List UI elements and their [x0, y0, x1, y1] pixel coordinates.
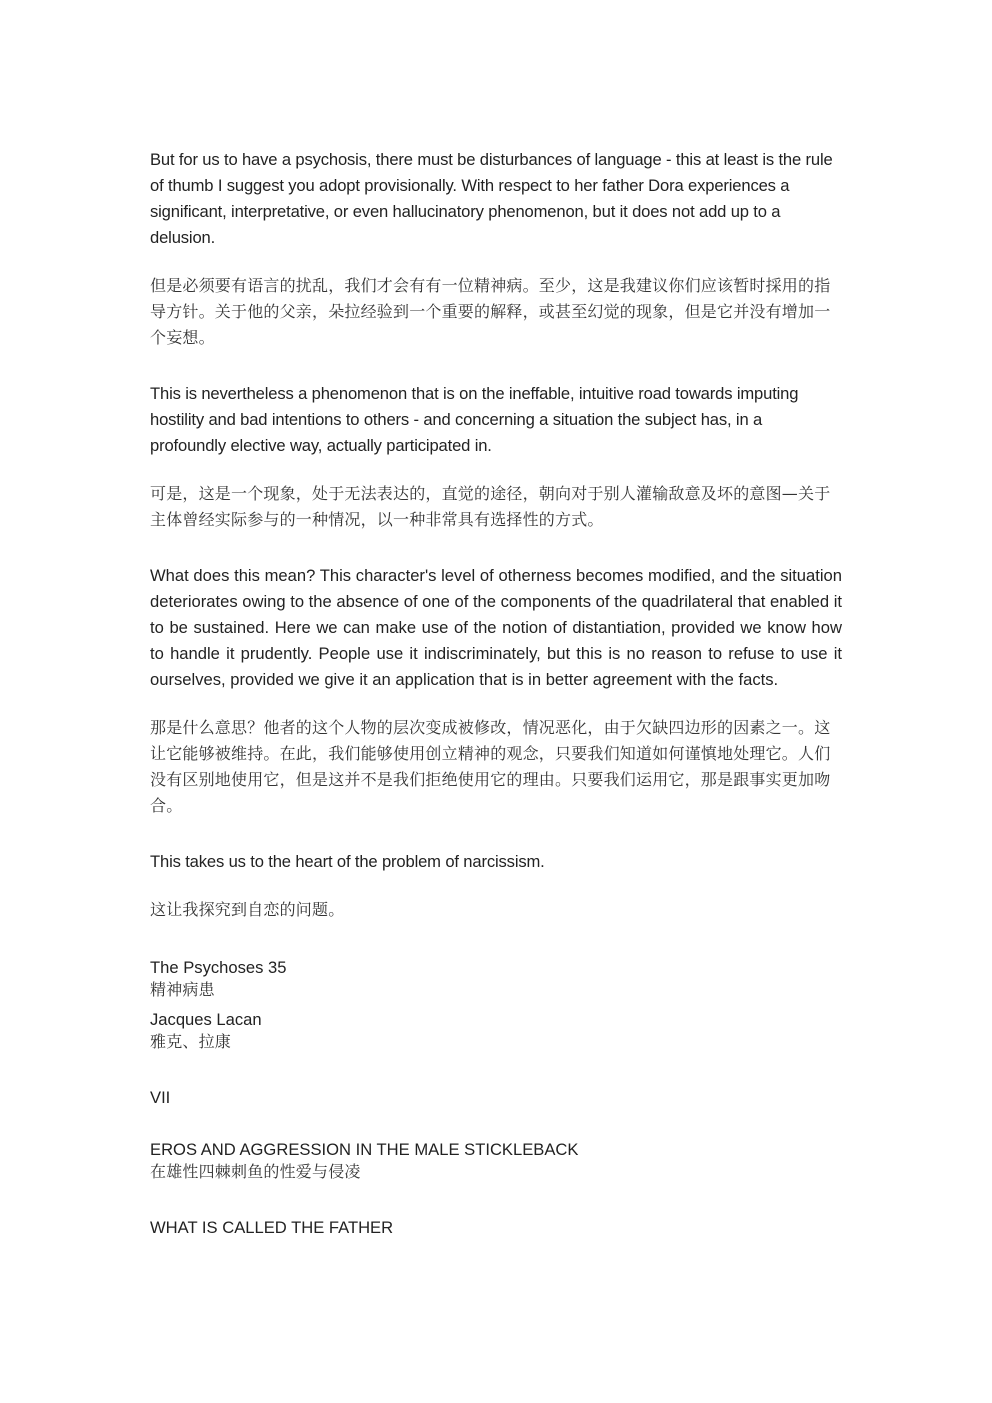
paragraph-english-3: What does this mean? This character's level of otherness becomes modified, and the situation deteriorates owing to the absence of one of the components of the quadrilateral that enabled it to be sustained. Here we can make use of the notion of distantiation, provided we know how to handle it prudently. People use it indiscriminately, but this is no reason to refuse to use it ourselves, provided we give it an application that is in better agreement with the facts. — [150, 566, 842, 689]
chapter-title-chinese: 在雄性四棘刺鱼的性爱与侵凌 — [150, 1162, 361, 1181]
paragraph-chinese-4: 这让我探究到自恋的问题。 — [150, 900, 345, 919]
document-page — [150, 147, 842, 1239]
chapter-title-english: EROS AND AGGRESSION IN THE MALE STICKLEBACK — [150, 1140, 579, 1159]
paragraph-chinese-2: 可是，这是一个现象，处于无法表达的，直觉的途径，朝向对于别人灌输敌意及坏的意图—关于主体曾经实际参与的一种情况，以一种非常具有选择性的方式。 — [150, 484, 831, 529]
book-info — [150, 957, 842, 1053]
author-english: Jacques Lacan — [150, 1010, 262, 1029]
paragraph-chinese-3: 那是什么意思？他者的这个人物的层次变成被修改，情况恶化，由于欠缺四边形的因素之一。这让它能够被维持。在此，我们能够使用创立精神的观念，只要我们知道如何谨慎地处理它。人们没有区别地使用它，但是这并不是我们拒绝使用它的理由。只要我们运用它，那是跟事实更加吻合。 — [150, 718, 831, 815]
paragraph-english-2: This is nevertheless a phenomenon that is on the ineffable, intuitive road towards imputing hostility and bad intentions to others - and concerning a situation the subject has, in a profoundly elective way, actually participated in. — [150, 384, 799, 455]
section-title: WHAT IS CALLED THE FATHER — [150, 1218, 394, 1237]
book-title-chinese: 精神病患 — [150, 980, 215, 999]
paragraph-english-4: This takes us to the heart of the problem of narcissism. — [150, 852, 545, 871]
book-title-english: The Psychoses 35 — [150, 958, 287, 977]
paragraph-chinese-1: 但是必须要有语言的扰乱，我们才会有有一位精神病。至少，这是我建议你们应该暂时採用的指导方针。关于他的父亲，朵拉经验到一个重要的解释，或甚至幻觉的现象，但是它并没有增加一个妄想。 — [150, 276, 831, 347]
chapter-number: VII — [150, 1088, 171, 1107]
paragraph-english-1: But for us to have a psychosis, there must be disturbances of language - this at least is the rule of thumb I suggest you adopt provisionally. With respect to her father Dora experiences a significant, interpretative, or even hallucinatory phenomenon, but it does not add up to a delusion. — [150, 150, 833, 247]
author-chinese: 雅克、拉康 — [150, 1032, 232, 1051]
